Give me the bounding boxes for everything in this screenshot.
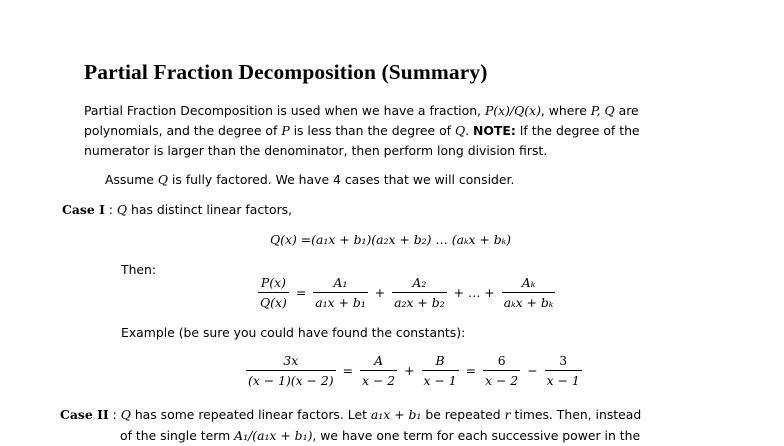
case-2-paragraph: Case II : Q has some repeated linear factors. Let a₁x + b₁ be repeated r times. Then, instead of the single term A₁/(a₁x + b₁), we have one term for each successive power in the: [60, 407, 642, 443]
decomposition-equation: $\frac{P(x)}{Q(x)}$ = $\frac{\text{A₁}}{\text{a₁x + b₁}}$ + $\frac{\text{A₂}}{\text{a₂x + b₂}}$ + … + $\frac{\text{Aₖ}}{\text{aₖx + bₖ}}$: [260, 275, 554, 310]
page-title: Partial Fraction Decomposition (Summary): [84, 60, 488, 84]
case-2-label: Case II: [60, 407, 109, 422]
case-1-label: Case I: [62, 202, 105, 217]
q-factored-equation: Q(x) = (a₁x + b₁)(a₂x + b₂) … (aₖx + bₖ): [270, 232, 512, 247]
then-label: Then:: [121, 262, 157, 277]
example-equation: $\frac{3x}{(x - 1)(x - 2)}$ = $\frac{A}{x - 2}$ + $\frac{B}{x - 1}$ = $\frac{6}{x - 2}$ − $\frac{3}{x - 1}$: [248, 353, 580, 388]
case-1-heading: Case I : Q has distinct linear factors,: [62, 202, 293, 217]
example-3-fraction: $\frac{3}{x - 1}$: [546, 353, 580, 388]
example-fraction: $\frac{3x}{(x - 1)(x - 2)}$: [248, 353, 334, 388]
math-pq: P(x)/Q(x): [484, 103, 541, 118]
example-label: Example (be sure you could have found the constants):: [121, 325, 466, 340]
example-6-fraction: $\frac{6}{x - 2}$: [485, 353, 519, 388]
term-1-fraction: $\frac{\text{A₁}}{\text{a₁x + b₁}}$: [315, 275, 366, 310]
example-b-fraction: $\frac{B}{x - 1}$: [423, 353, 457, 388]
pq-fraction: $\frac{P(x)}{Q(x)}$: [260, 275, 287, 310]
assume-line: Assume Q is fully factored. We have 4 cases that we will consider.: [105, 172, 515, 187]
term-k-fraction: $\frac{\text{Aₖ}}{\text{aₖx + bₖ}}$: [503, 275, 554, 310]
example-a-fraction: $\frac{A}{x - 2}$: [362, 353, 396, 388]
intro-paragraph: Partial Fraction Decomposition is used when we have a fraction, P(x)/Q(x), where P, Q are polynomials, and the degree of P is less than the degree of Q. NOTE: If the degree of the numerator is larger than the denominator, then perform long division first.: [84, 103, 640, 158]
note-label: NOTE:: [473, 123, 516, 138]
term-2-fraction: $\frac{\text{A₂}}{\text{a₂x + b₂}}$: [394, 275, 445, 310]
